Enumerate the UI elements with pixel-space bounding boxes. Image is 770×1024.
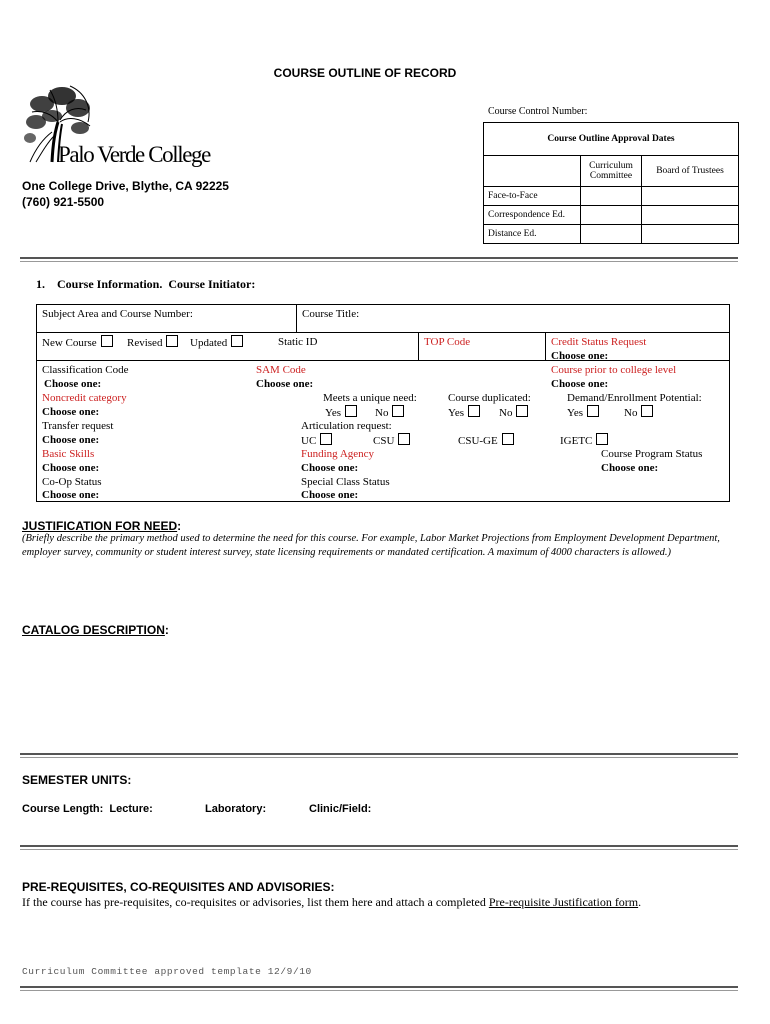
no-label: No — [624, 407, 638, 419]
new-course-label: New Course — [42, 337, 97, 349]
csu-label: CSU — [373, 435, 395, 447]
igetc-label: IGETC — [560, 435, 593, 447]
noncredit-category-select[interactable]: Choose one: — [42, 406, 100, 418]
unique-need-yes-checkbox[interactable] — [345, 405, 357, 417]
top-code-field[interactable]: TOP Code — [424, 336, 471, 348]
igetc-option[interactable] — [560, 433, 608, 448]
semester-units-heading: SEMESTER UNITS: — [22, 773, 132, 787]
basic-skills-select[interactable]: Choose one: — [42, 462, 100, 474]
demand-label: Demand/Enrollment Potential: — [567, 392, 702, 404]
prereq-justification-link[interactable]: Pre-requisite Justification form — [488, 895, 639, 909]
csu-ge-checkbox[interactable] — [502, 433, 514, 445]
college-address: One College Drive, Blythe, CA 92225 — [22, 179, 229, 193]
college-phone: (760) 921-5500 — [22, 195, 105, 209]
board-of-trustees-header: Board of Trustees — [642, 156, 739, 187]
heading-colon: : — [177, 519, 182, 533]
divider — [418, 333, 419, 361]
heading-colon: : — [164, 623, 169, 637]
unique-need-no-checkbox[interactable] — [392, 405, 404, 417]
demand-yes-checkbox[interactable] — [587, 405, 599, 417]
coop-status-label: Co-Op Status — [42, 476, 102, 488]
new-course-option[interactable] — [42, 335, 113, 350]
justification-heading-text: JUSTIFICATION FOR NEED — [22, 519, 178, 533]
yes-label: Yes — [567, 407, 584, 419]
prereq-heading: PRE-REQUISITES, CO-REQUISITES AND ADVISORIES: — [22, 880, 335, 894]
igetc-checkbox[interactable] — [596, 433, 608, 445]
prereq-end: . — [638, 895, 642, 909]
divider — [20, 753, 738, 758]
revised-label: Revised — [127, 337, 163, 349]
credit-status-field[interactable]: Credit Status Request — [551, 336, 647, 348]
classification-code-label: Classification Code — [42, 364, 129, 376]
subject-area-field[interactable]: Subject Area and Course Number: — [42, 308, 193, 320]
clinic-field[interactable]: Clinic/Field: — [309, 803, 372, 815]
divider — [20, 845, 738, 850]
course-duplicated-label: Course duplicated: — [448, 392, 531, 404]
curriculum-committee-header: Curriculum Committee — [581, 156, 642, 187]
justification-heading — [22, 519, 181, 533]
approval-row-label: Distance Ed. — [484, 225, 581, 244]
divider — [36, 332, 729, 333]
static-id-field[interactable]: Static ID — [278, 336, 318, 348]
revised-option[interactable] — [127, 335, 178, 350]
csu-checkbox[interactable] — [398, 433, 410, 445]
course-prior-select[interactable]: Choose one: — [551, 378, 609, 390]
no-label: No — [499, 407, 513, 419]
classification-code-select[interactable]: Choose one: — [44, 378, 102, 390]
unique-need-no[interactable] — [375, 405, 404, 420]
funding-agency-label: Funding Agency — [301, 448, 375, 460]
control-number-label: Course Control Number: — [488, 106, 588, 117]
unique-need-label: Meets a unique need: — [323, 392, 417, 404]
catalog-heading — [22, 623, 169, 637]
duplicated-yes[interactable] — [448, 405, 480, 420]
duplicated-no-checkbox[interactable] — [516, 405, 528, 417]
transfer-request-select[interactable]: Choose one: — [42, 434, 100, 446]
special-class-label: Special Class Status — [301, 476, 390, 488]
uc-option[interactable] — [301, 433, 332, 448]
new-course-checkbox[interactable] — [101, 335, 113, 347]
approval-cell[interactable] — [642, 225, 739, 244]
updated-option[interactable] — [190, 335, 243, 350]
uc-label: UC — [301, 435, 317, 447]
approval-row-label: Face-to-Face — [484, 187, 581, 206]
sam-code-label: SAM Code — [256, 364, 306, 376]
demand-yes[interactable] — [567, 405, 599, 420]
csu-ge-option[interactable] — [458, 433, 514, 448]
page-title: COURSE OUTLINE OF RECORD — [273, 66, 457, 80]
approval-cell[interactable] — [642, 206, 739, 225]
course-title-field[interactable]: Course Title: — [302, 308, 360, 320]
articulation-label: Articulation request: — [301, 420, 392, 432]
approval-dates-table — [483, 122, 739, 244]
approval-table-title: Course Outline Approval Dates — [484, 123, 739, 156]
divider — [545, 333, 546, 361]
program-status-label: Course Program Status — [601, 448, 703, 460]
catalog-heading-text: CATALOG DESCRIPTION — [22, 623, 165, 637]
basic-skills-label: Basic Skills — [42, 448, 95, 460]
divider — [296, 304, 297, 333]
prereq-text: If the course has pre-requisites, co-requisites or advisories, list them here and attach a completed — [22, 895, 489, 909]
section1-heading: 1. Course Information. Course Initiator: — [36, 277, 256, 291]
credit-status-select[interactable]: Choose one: — [551, 350, 609, 362]
approval-cell[interactable] — [581, 225, 642, 244]
uc-checkbox[interactable] — [320, 433, 332, 445]
no-label: No — [375, 407, 389, 419]
updated-checkbox[interactable] — [231, 335, 243, 347]
revised-checkbox[interactable] — [166, 335, 178, 347]
program-status-select[interactable]: Choose one: — [601, 462, 659, 474]
justification-instructions: (Briefly describe the primary method used to determine the need for this course. For example, Labor Market Projections from Employment Development Department, employer survey, community or student interest survey, state licensing requirements or mandated certification. A maximum of 4000 characters is allowed.) — [22, 533, 720, 558]
footer-note: Curriculum Committee approved template 12/9/10 — [22, 966, 312, 977]
special-class-select[interactable]: Choose one: — [301, 489, 359, 501]
approval-cell[interactable] — [581, 206, 642, 225]
csu-option[interactable] — [373, 433, 410, 448]
divider — [20, 257, 738, 262]
sam-code-select[interactable]: Choose one: — [256, 378, 314, 390]
yes-label: Yes — [448, 407, 465, 419]
unique-need-yes[interactable] — [325, 405, 357, 420]
demand-no[interactable] — [624, 405, 653, 420]
approval-cell[interactable] — [581, 187, 642, 206]
college-name: Palo Verde College — [58, 142, 210, 167]
course-length-lecture-field[interactable]: Course Length: Lecture: — [22, 803, 153, 815]
csu-ge-label: CSU-GE — [458, 435, 498, 447]
duplicated-no[interactable] — [499, 405, 528, 420]
divider — [36, 360, 729, 361]
approval-row-label: Correspondence Ed. — [484, 206, 581, 225]
funding-agency-select[interactable]: Choose one: — [301, 462, 359, 474]
course-prior-label: Course prior to college level — [551, 364, 677, 376]
demand-no-checkbox[interactable] — [641, 405, 653, 417]
prereq-instructions — [22, 895, 641, 910]
approval-cell[interactable] — [642, 187, 739, 206]
coop-status-select[interactable]: Choose one: — [42, 489, 100, 501]
noncredit-category-label: Noncredit category — [42, 392, 127, 404]
duplicated-yes-checkbox[interactable] — [468, 405, 480, 417]
laboratory-field[interactable]: Laboratory: — [205, 803, 267, 815]
transfer-request-label: Transfer request — [42, 420, 114, 432]
yes-label: Yes — [325, 407, 342, 419]
updated-label: Updated — [190, 337, 228, 349]
divider — [20, 986, 738, 991]
